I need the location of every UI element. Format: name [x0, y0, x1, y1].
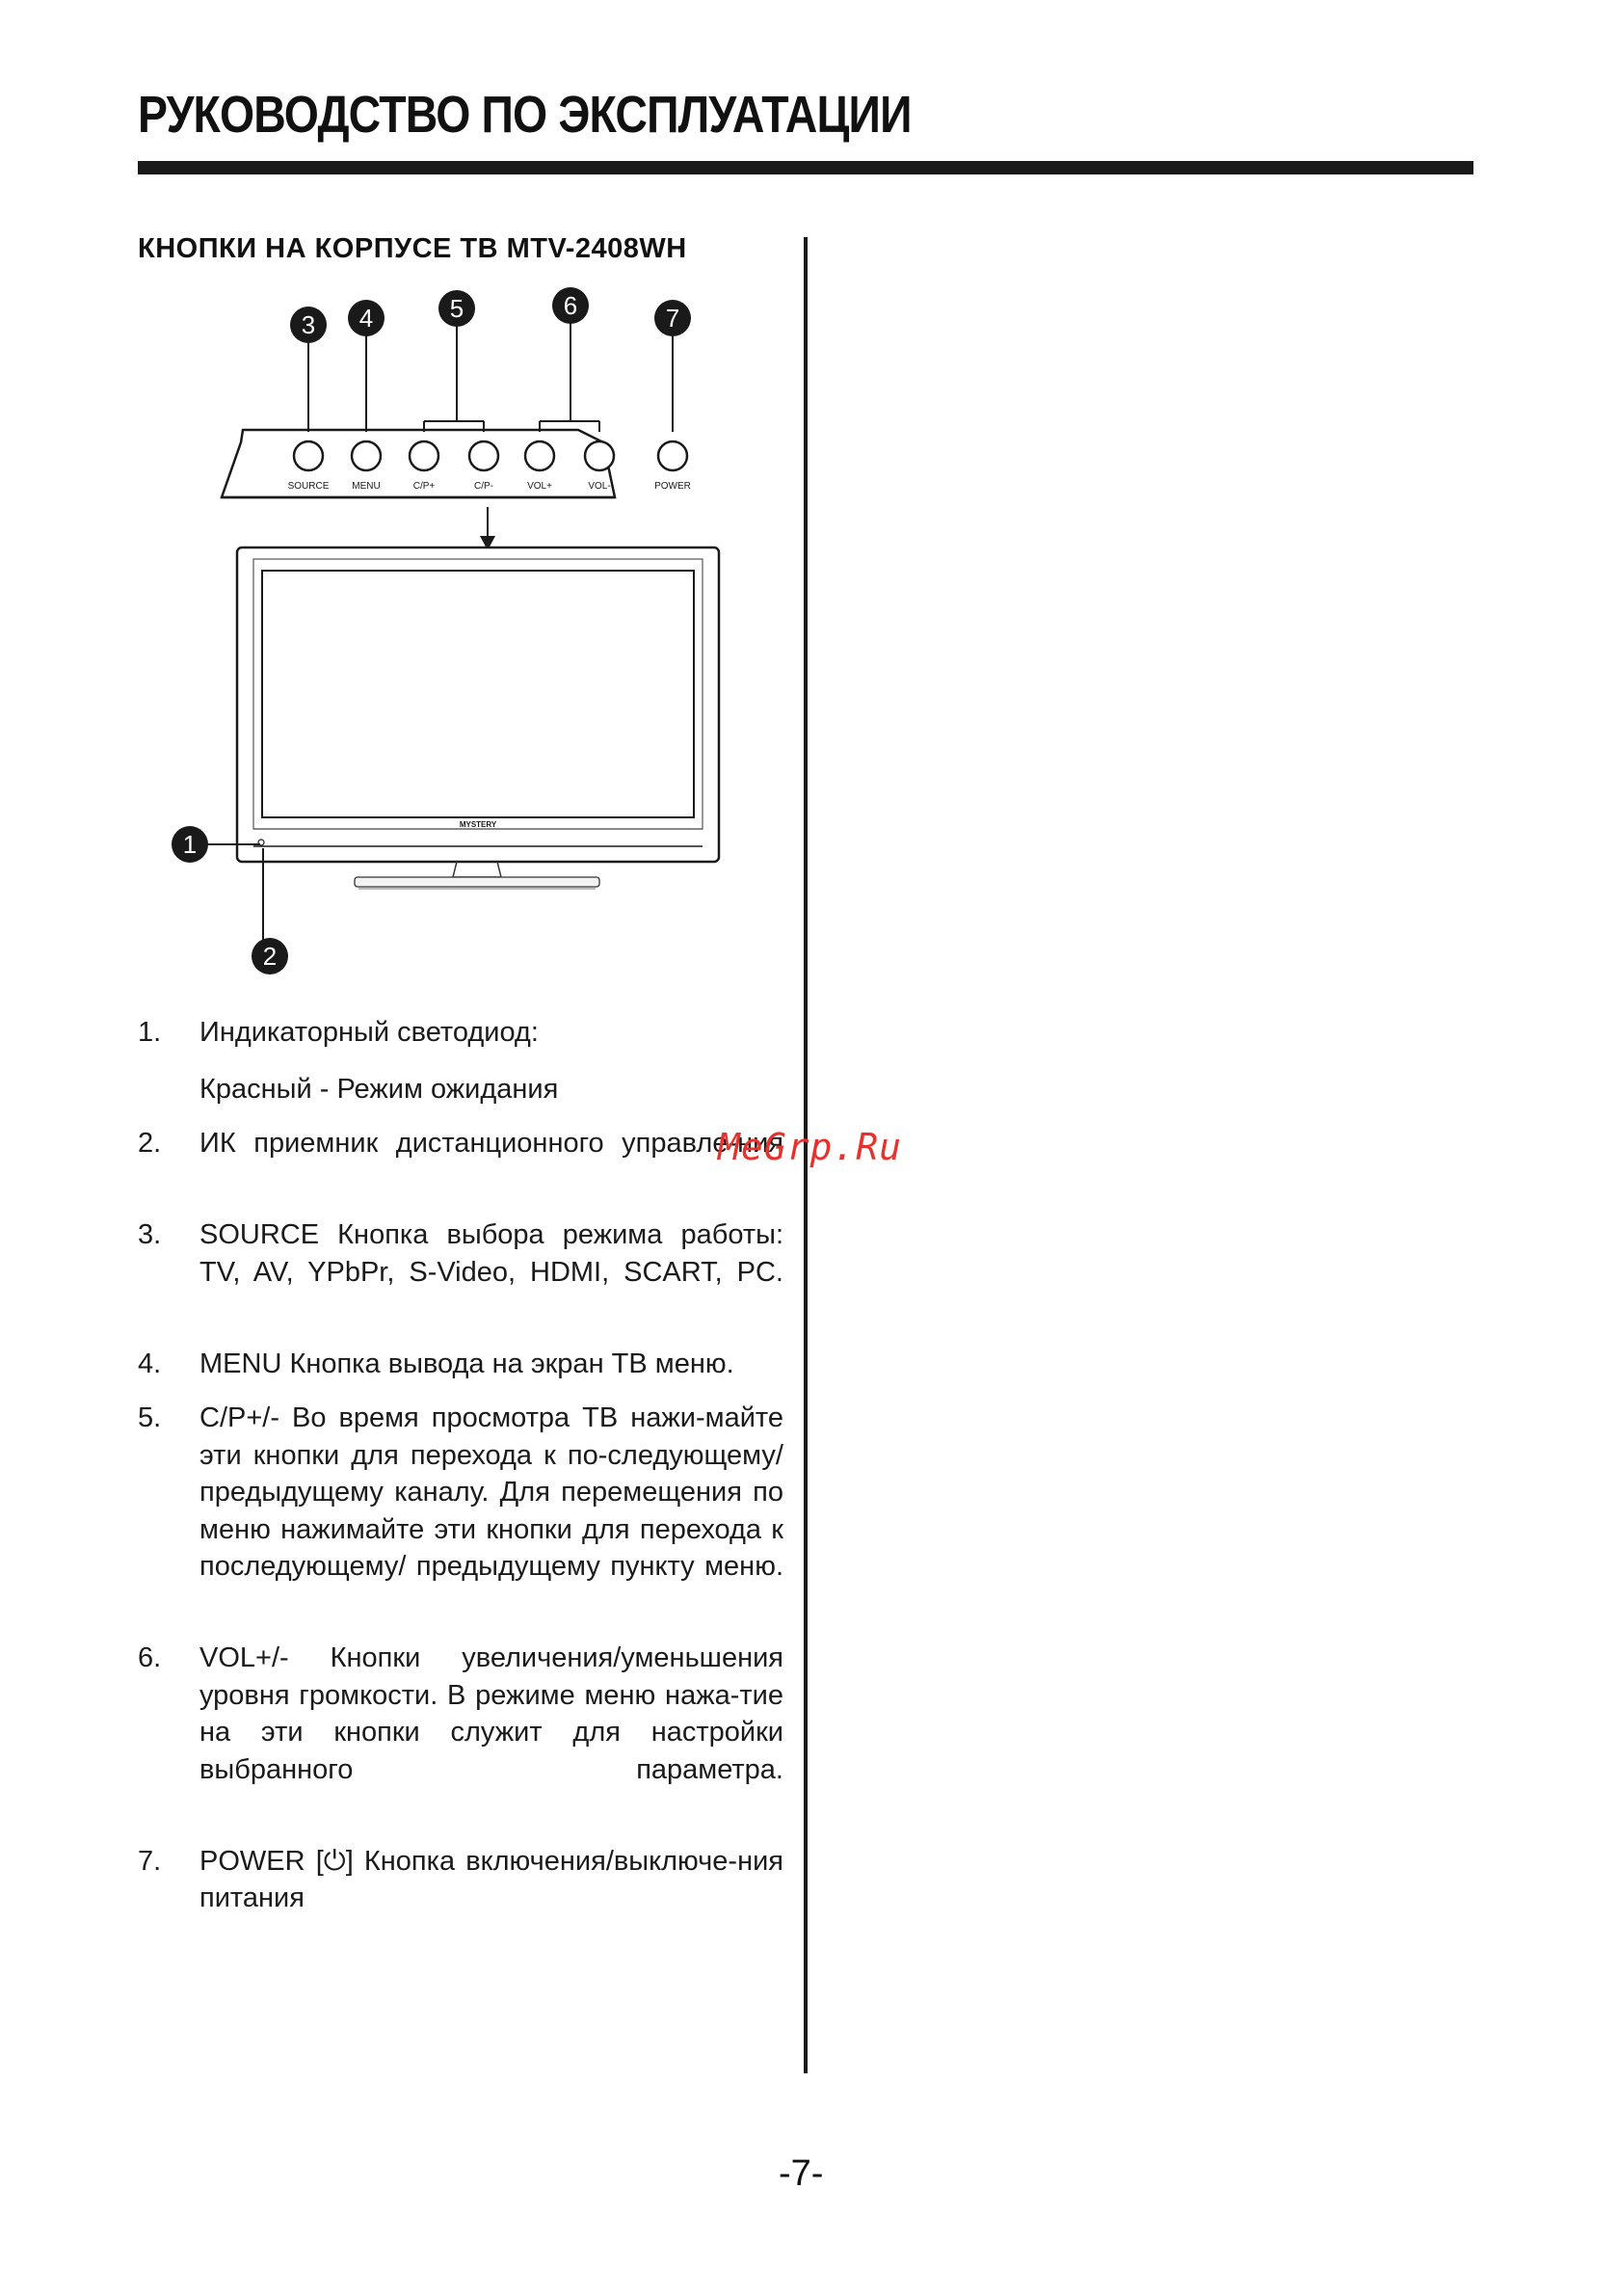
list-item	[138, 1640, 783, 1826]
svg-text:6: 6	[563, 291, 578, 320]
page-number: -7-	[779, 2153, 824, 2194]
button-vol-minus	[585, 441, 614, 492]
list-item	[138, 1216, 783, 1328]
callout-5	[438, 290, 475, 327]
svg-text:SOURCE: SOURCE	[287, 481, 330, 492]
item-number: 7.	[138, 1845, 162, 1877]
list-item	[138, 1400, 783, 1622]
button-vol-plus	[525, 441, 554, 492]
tv-buttons-diagram	[154, 280, 771, 993]
item-text: MENU Кнопка вывода на экран ТВ меню.	[199, 1348, 734, 1379]
svg-text:VOL+: VOL+	[527, 481, 552, 492]
svg-text:2: 2	[262, 942, 278, 971]
callout-7	[654, 300, 691, 336]
callout-3	[290, 307, 327, 343]
callout-6	[552, 287, 589, 324]
item-number: 6.	[138, 1642, 162, 1673]
svg-text:3: 3	[301, 310, 316, 339]
callout-2	[252, 938, 288, 974]
page-title: РУКОВОДСТВО ПО ЭКСПЛУАТАЦИИ	[138, 86, 912, 144]
callout-1	[172, 826, 208, 863]
button-descriptions-list	[138, 1014, 783, 1971]
svg-text:MENU: MENU	[352, 481, 381, 492]
svg-text:4: 4	[358, 304, 374, 333]
list-item	[138, 1843, 783, 1955]
item-text: ИК приемник дистанционного управле-ния	[199, 1128, 783, 1159]
item-text: POWER [⏻] Кнопка включения/выключе-ния питания	[199, 1845, 783, 1913]
button-cp-plus	[410, 441, 438, 492]
list-item	[138, 1346, 783, 1383]
tv-illustration	[237, 547, 719, 889]
watermark-text: MeGrp.Ru	[718, 1126, 903, 1168]
item-text: Индикаторный светодиод:	[199, 1017, 539, 1048]
item-text: C/P+/- Во время просмотра ТВ нажи-майте эти кнопки для перехода к по-следующему/предыдущему каналу. Для перемещения по меню нажимайте эти кнопки для перехода к последующему/ предыдущему пункту меню.	[199, 1402, 783, 1582]
item-text: SOURCE Кнопка выбора режима работы: TV, AV, YPbPr, S-Video, HDMI, SCART, PC.	[199, 1219, 783, 1288]
svg-text:MYSTERY: MYSTERY	[459, 820, 497, 829]
list-item	[138, 1014, 783, 1108]
item-number: 5.	[138, 1402, 162, 1433]
button-menu	[352, 441, 381, 492]
item-text: VOL+/- Кнопки увеличения/уменьшения уровня громкости. В режиме меню нажа-тие на эти кнопки служит для настройки выбранного параметра.	[199, 1642, 783, 1785]
svg-text:7: 7	[665, 304, 680, 333]
item-number: 2.	[138, 1128, 162, 1159]
button-power	[654, 441, 691, 492]
item-subtext: Красный - Режим ожидания	[199, 1073, 559, 1105]
callout-4	[348, 300, 385, 336]
section-heading: КНОПКИ НА КОРПУСЕ ТВ MTV-2408WH	[138, 233, 687, 264]
svg-text:C/P+: C/P+	[412, 481, 436, 492]
item-number: 1.	[138, 1017, 162, 1048]
title-rule	[138, 161, 1473, 174]
item-number: 4.	[138, 1348, 162, 1379]
svg-text:C/P-: C/P-	[474, 481, 493, 492]
svg-text:VOL-: VOL-	[588, 481, 611, 492]
item-number: 3.	[138, 1219, 162, 1250]
svg-text:5: 5	[449, 294, 464, 323]
svg-text:1: 1	[182, 830, 198, 859]
svg-text:POWER: POWER	[654, 481, 691, 492]
list-item	[138, 1125, 783, 1199]
